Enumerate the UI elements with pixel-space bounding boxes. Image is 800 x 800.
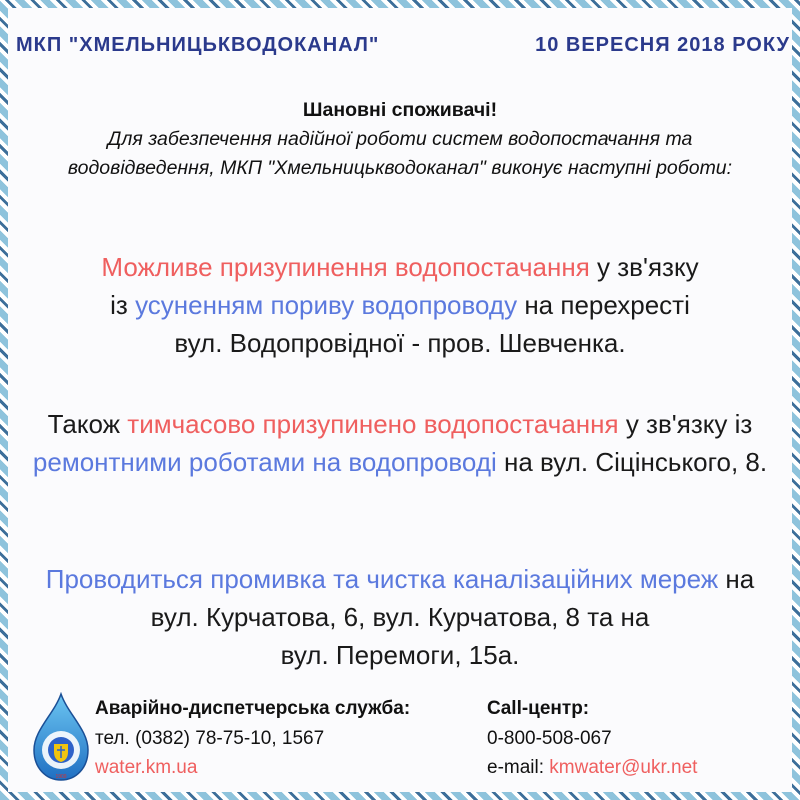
emergency-title: Аварійно-диспетчерська служба: (95, 698, 411, 719)
website-link[interactable]: water.km.ua (95, 757, 198, 778)
notice2-highlight-blue: ремонтними роботами на водопроводі (32, 447, 497, 477)
callcenter-block (487, 694, 697, 783)
notice3-text-c: вул. Перемоги, 15а. (280, 640, 520, 670)
notice-card (8, 8, 792, 792)
greeting: Шановні споживачі! (302, 99, 498, 121)
notice1-highlight-red: Можливе призупинення водопостачання (101, 252, 590, 282)
notice1-highlight-blue: усуненням пориву водопроводу (135, 290, 518, 320)
notice-date: 10 ВЕРЕСНЯ 2018 РОКУ (535, 34, 790, 56)
notice1-text-d: вул. Водопровідної - пров. Шевченка. (174, 328, 626, 358)
svg-text:1909: 1909 (55, 774, 67, 780)
notice2-text-a: Також (47, 409, 128, 439)
notice2-highlight-red: тимчасово призупинено водопостачання (127, 409, 619, 439)
emergency-service-block (95, 694, 410, 783)
callcenter-phone: 0-800-508-067 (487, 727, 612, 749)
emergency-phone: тел. (0382) 78-75-10, 1567 (95, 727, 325, 749)
notice1-text-b: із (110, 290, 136, 320)
notice1-text-c: на перехресті (517, 290, 690, 320)
notice1-text-a: у зв'язку (589, 252, 699, 282)
notice3-highlight-blue: Проводиться промивка та чистка каналізаційних мереж (45, 564, 719, 594)
callcenter-title: Call-центр: (487, 698, 590, 719)
notice2-text-c: на вул. Сіцінського, 8. (496, 447, 768, 477)
footer-contacts (8, 690, 792, 790)
intro-block (8, 96, 792, 183)
email-label: e-mail: (487, 757, 550, 778)
organization-name: МКП "ХМЕЛЬНИЦЬКВОДОКАНАЛ" (16, 34, 380, 56)
email-link[interactable]: kmwater@ukr.net (549, 757, 698, 778)
notice-sewer-cleaning (12, 560, 788, 674)
water-drop-logo-icon (28, 692, 94, 784)
email-line (487, 753, 697, 783)
notice-water-supply-interruption (12, 248, 788, 362)
notice2-text-b: у зв'язку із (618, 409, 753, 439)
notice3-text-b: вул. Курчатова, 6, вул. Курчатова, 8 та на (150, 602, 650, 632)
notice-temporary-suspension (12, 405, 788, 481)
intro-lead: Для забезпечення надійної роботи систем водопостачання та водовідведення, МКП "Хмельницькводоканал" виконує наступні роботи: (67, 128, 733, 179)
notice3-text-a: на (718, 564, 755, 594)
